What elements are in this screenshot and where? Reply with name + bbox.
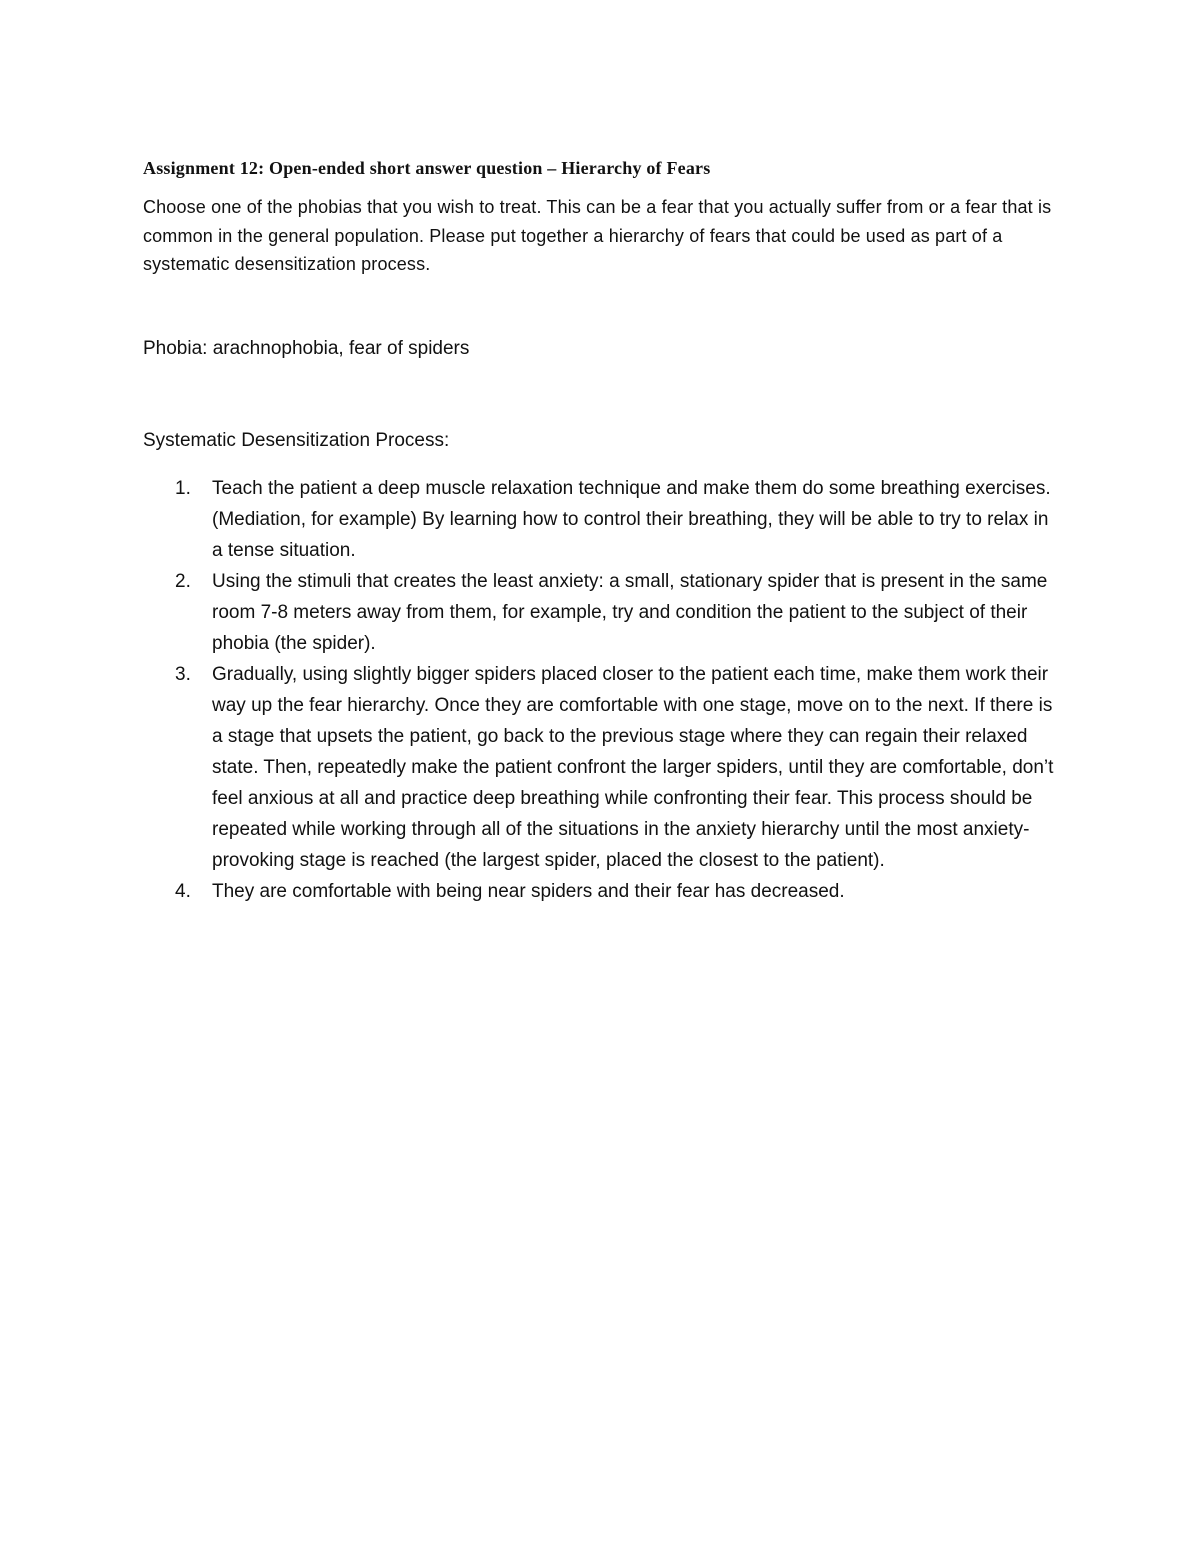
process-heading: Systematic Desensitization Process: <box>143 430 450 451</box>
phobia-line: Phobia: arachnophobia, fear of spiders <box>143 338 470 359</box>
process-steps-list <box>143 473 1063 907</box>
process-step-4 <box>143 876 1063 907</box>
step-number: 1. <box>175 478 191 499</box>
step-number: 3. <box>175 664 191 685</box>
assignment-title: Assignment 12: Open-ended short answer question – Hierarchy of Fears <box>143 158 711 178</box>
step-number: 4. <box>175 881 191 902</box>
process-step-2 <box>143 566 1063 659</box>
step-text: Gradually, using slightly bigger spiders placed closer to the patient each time, make them work their way up the fear hierarchy. Once they are comfortable with one stage, move on to the next. If there is a stage that upsets the patient, go back to the previous stage where they can regain their relaxed state. Then, repeatedly make the patient confront the larger spiders, until they are comfortable, don’t feel anxious at all and practice deep breathing while confronting their fear. This process should be repeated while working through all of the situations in the anxiety hierarchy until the most anxiety-provoking stage is reached (the largest spider, placed the closest to the patient). <box>212 664 1054 871</box>
step-text: Using the stimuli that creates the least anxiety: a small, stationary spider that is present in the same room 7-8 meters away from them, for example, try and condition the patient to the subject of their phobia (the spider). <box>212 571 1048 654</box>
step-number: 2. <box>175 571 191 592</box>
process-step-1 <box>143 473 1063 566</box>
process-step-3 <box>143 659 1063 876</box>
step-text: Teach the patient a deep muscle relaxation technique and make them do some breathing exercises. (Mediation, for example) By learning how to control their breathing, they will be able to try to relax in a tense situation. <box>212 478 1051 561</box>
step-text: They are comfortable with being near spiders and their fear has decreased. <box>212 881 845 902</box>
assignment-prompt: Choose one of the phobias that you wish to treat. This can be a fear that you actually suffer from or a fear that is common in the general population. Please put together a hierarchy of fears that could be used as part of a systematic desensitization process. <box>143 197 1052 274</box>
